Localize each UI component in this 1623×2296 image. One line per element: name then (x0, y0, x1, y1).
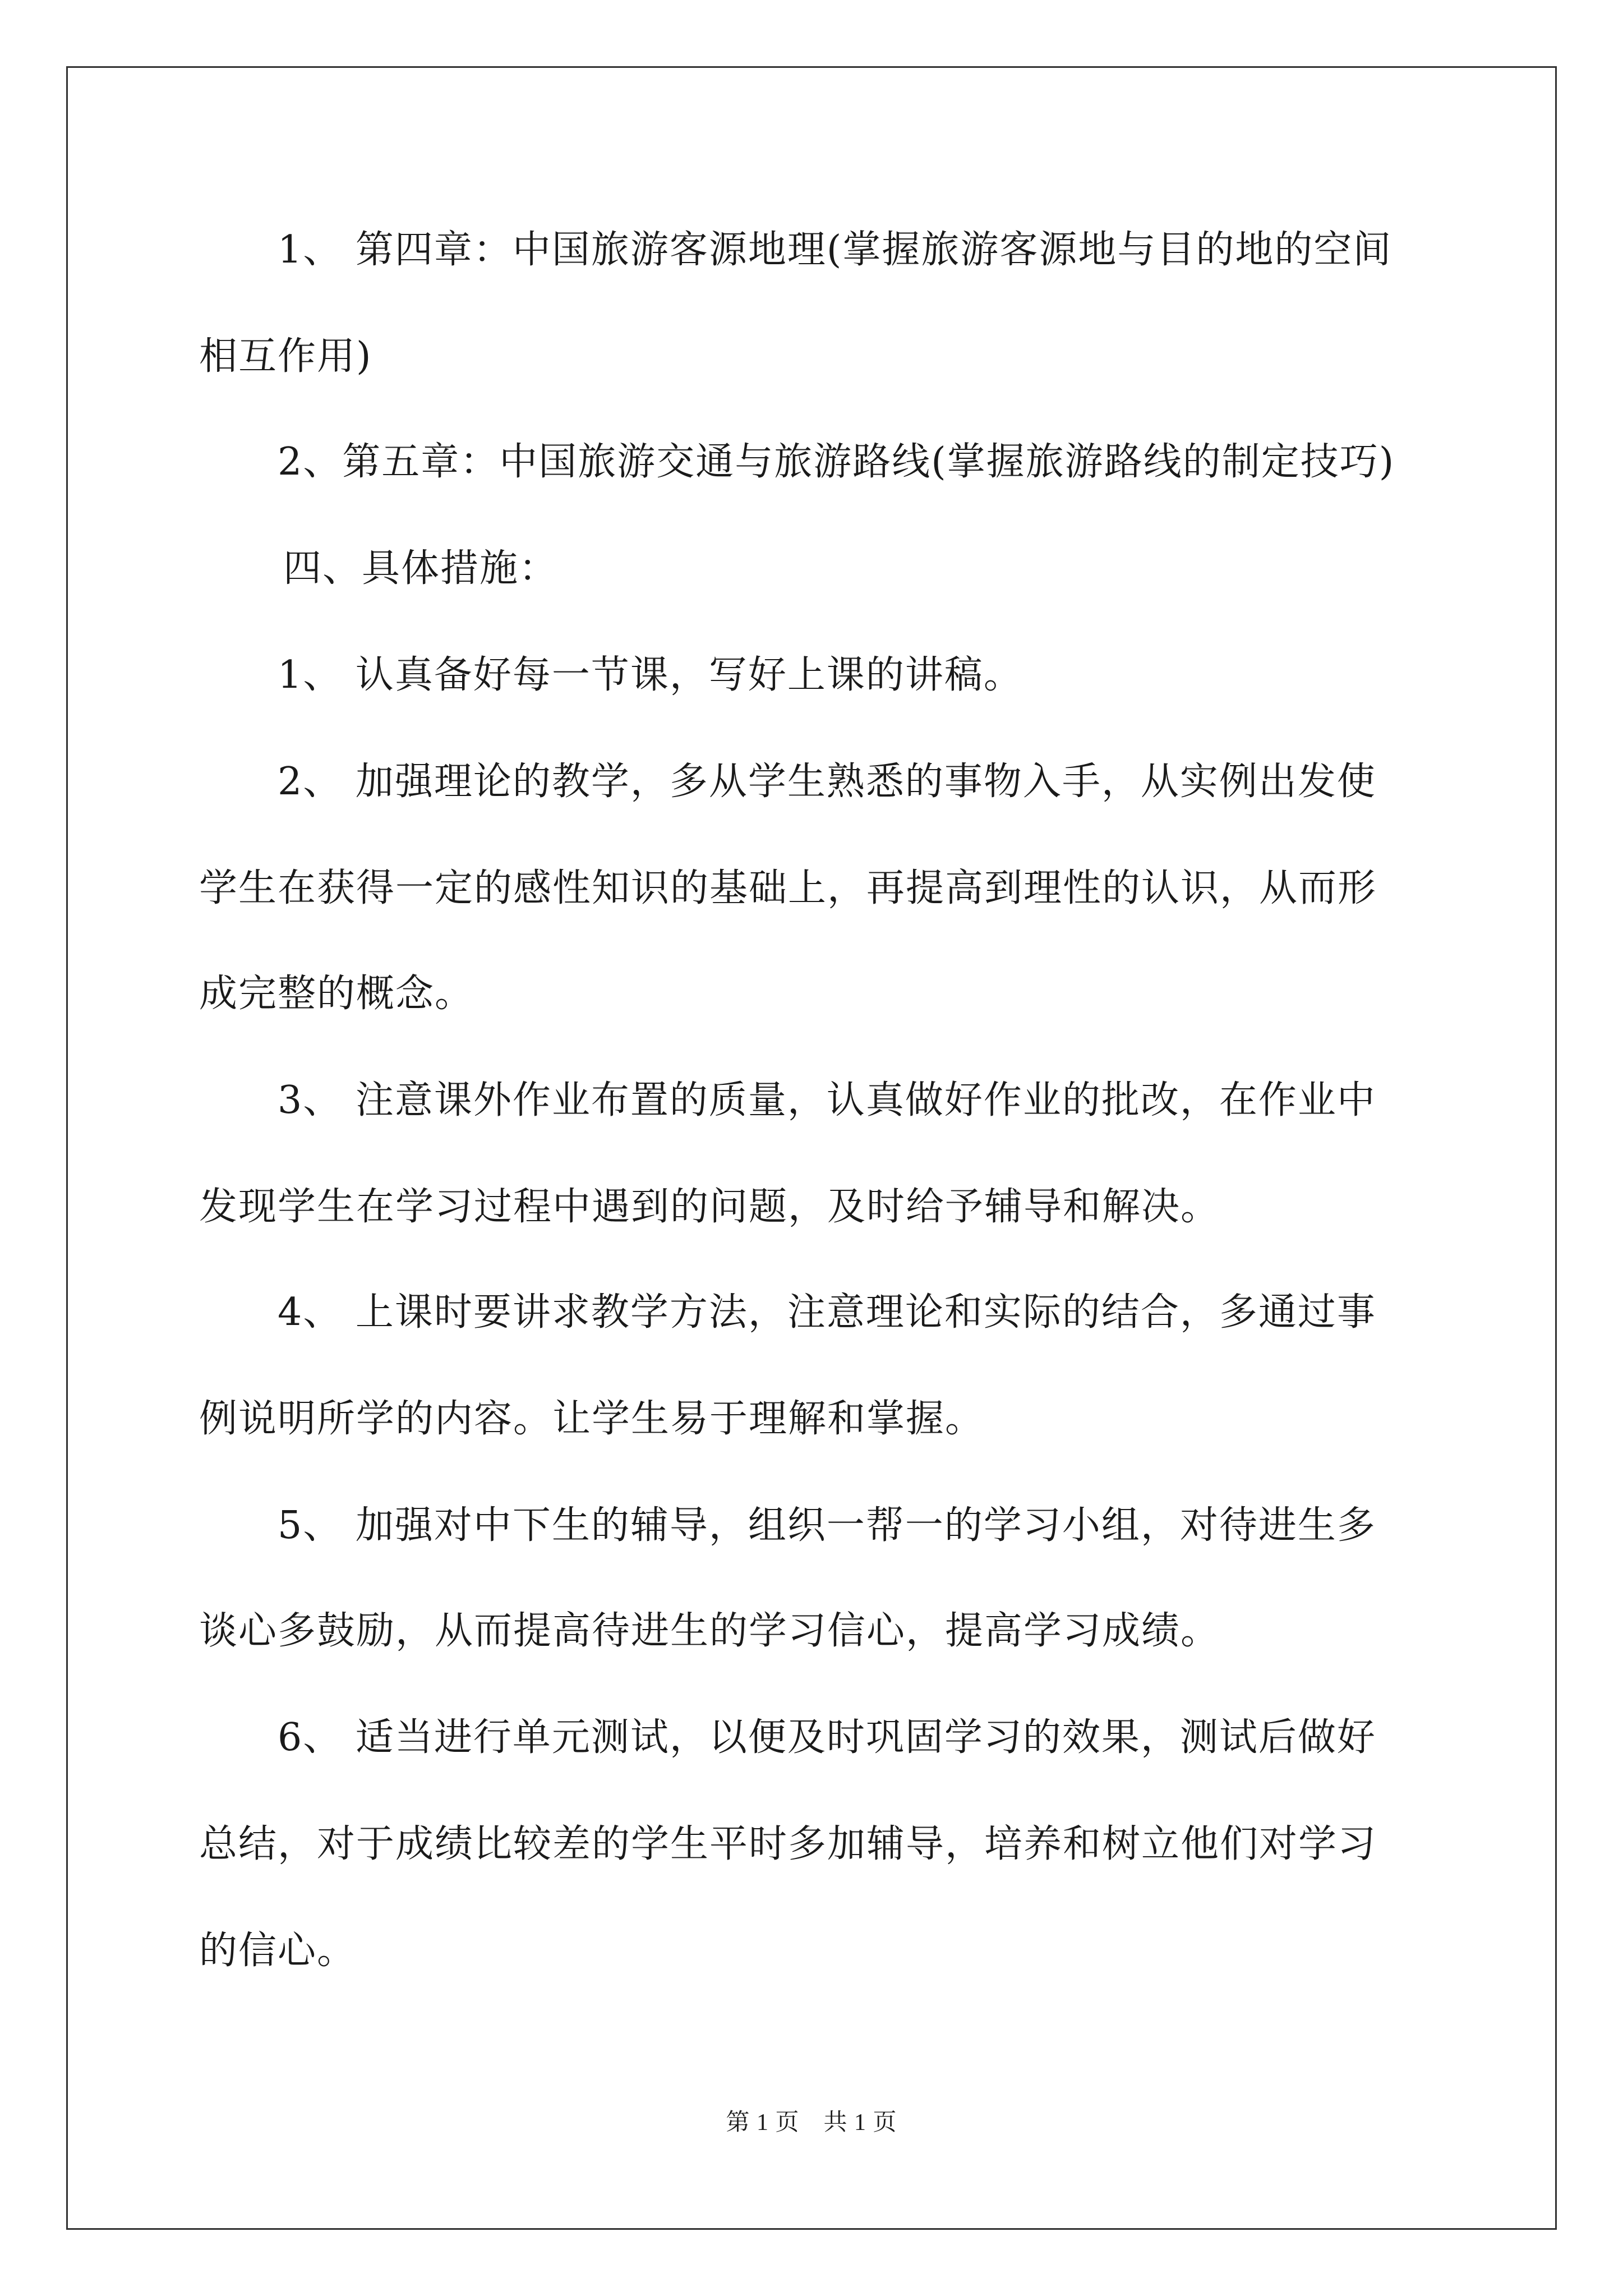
paragraph-line: 4、 上课时要讲求教学方法，注意理论和实际的结合，多通过事 (278, 1290, 1376, 1335)
paragraph-line: 发现学生在学习过程中遇到的问题，及时给予辅导和解决。 (199, 1185, 1220, 1229)
paragraph-line: 例说明所学的内容。让学生易于理解和掌握。 (199, 1397, 985, 1441)
page-border (66, 66, 1557, 2230)
paragraph-line: 1、 认真备好每一节课，写好上课的讲稿。 (278, 653, 1023, 697)
paragraph-line: 5、 加强对中下生的辅导，组织一帮一的学习小组，对待进生多 (278, 1503, 1376, 1548)
paragraph-line: 总结，对于成绩比较差的学生平时多加辅导，培养和树立他们对学习 (199, 1822, 1377, 1866)
section-heading: 四、具体措施： (283, 546, 559, 591)
paragraph-line: 3、 注意课外作业布置的质量，认真做好作业的批改，在作业中 (278, 1078, 1376, 1122)
paragraph-line: 谈心多鼓励，从而提高待进生的学习信心，提高学习成绩。 (199, 1609, 1220, 1653)
page-number-footer: 第 1 页 共 1 页 (726, 2110, 897, 2136)
paragraph-line: 成完整的概念。 (199, 972, 474, 1016)
paragraph-line: 学生在获得一定的感性知识的基础上，再提高到理性的认识，从而形 (199, 866, 1377, 910)
paragraph-line: 2、 加强理论的教学，多从学生熟悉的事物入手，从实例出发使 (278, 760, 1376, 804)
paragraph-line: 1、 第四章：中国旅游客源地理(掌握旅游客源地与目的地的空间 (278, 228, 1393, 272)
paragraph-line: 的信心。 (199, 1929, 357, 1973)
paragraph-line: 2、第五章：中国旅游交通与旅游路线(掌握旅游路线的制定技巧) (278, 440, 1395, 484)
paragraph-line: 6、 适当进行单元测试，以便及时巩固学习的效果，测试后做好 (278, 1715, 1376, 1760)
paragraph-line: 相互作用) (199, 334, 372, 379)
